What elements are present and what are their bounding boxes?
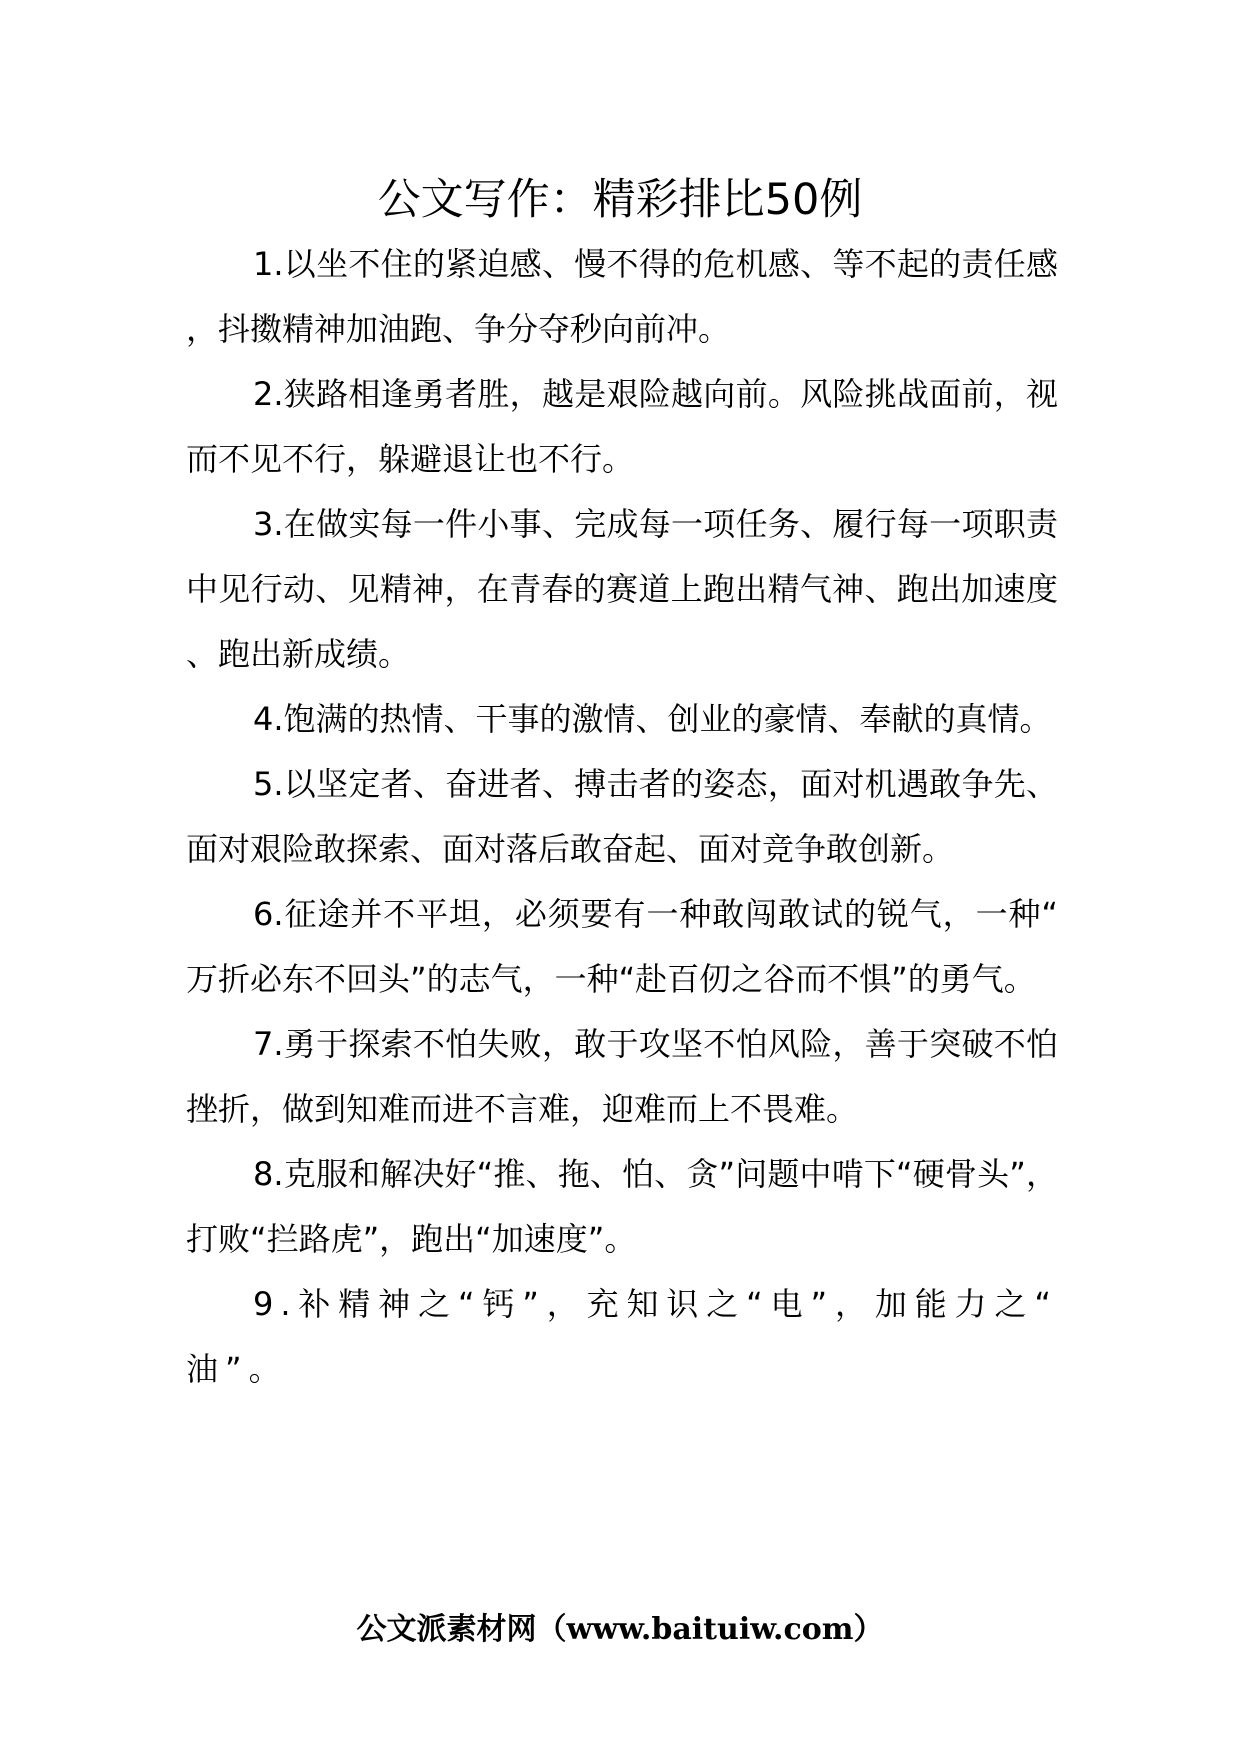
paragraph-5: 5.以坚定者、奋进者、搏击者的姿态，面对机遇敢争先、面对艰险敢探索、面对落后敢奋起、面对竞争敢创新。: [186, 765, 1058, 868]
paragraph-7: 7.勇于探索不怕失败，敢于攻坚不怕风险，善于突破不怕挫折，做到知难而进不言难，迎难而上不畏难。: [186, 1025, 1058, 1128]
paragraph-8: 8.克服和解决好“推、拖、怕、贪”问题中啃下“硬骨头”，打败“拦路虎”，跑出“加速度”。: [186, 1155, 1058, 1258]
document-body: [186, 232, 1058, 1402]
paragraph-2: 2.狭路相逢勇者胜，越是艰险越向前。风险挑战面前，视而不见不行，躲避退让也不行。: [186, 375, 1058, 478]
paragraph-9: 9.补精神之“钙”，充知识之“电”，加能力之“油”。: [186, 1285, 1058, 1388]
paragraph-3: 3.在做实每一件小事、完成每一项任务、履行每一项职责中见行动、见精神，在青春的赛道上跑出精气神、跑出加速度、跑出新成绩。: [186, 505, 1058, 673]
footer-source: 公文派素材网（www.baituiw.com）: [356, 1612, 884, 1647]
paragraph-4: 4.饱满的热情、干事的激情、创业的豪情、奉献的真情。: [253, 700, 1052, 738]
paragraph-6: 6.征途并不平坦，必须要有一种敢闯敢试的锐气，一种“万折必东不回头”的志气，一种“赴百仞之谷而不惧”的勇气。: [186, 895, 1058, 998]
document-title: 公文写作：精彩排比50例: [377, 175, 863, 225]
paragraph-1: 1.以坐不住的紧迫感、慢不得的危机感、等不起的责任感，抖擞精神加油跑、争分夺秒向前冲。: [186, 245, 1058, 348]
